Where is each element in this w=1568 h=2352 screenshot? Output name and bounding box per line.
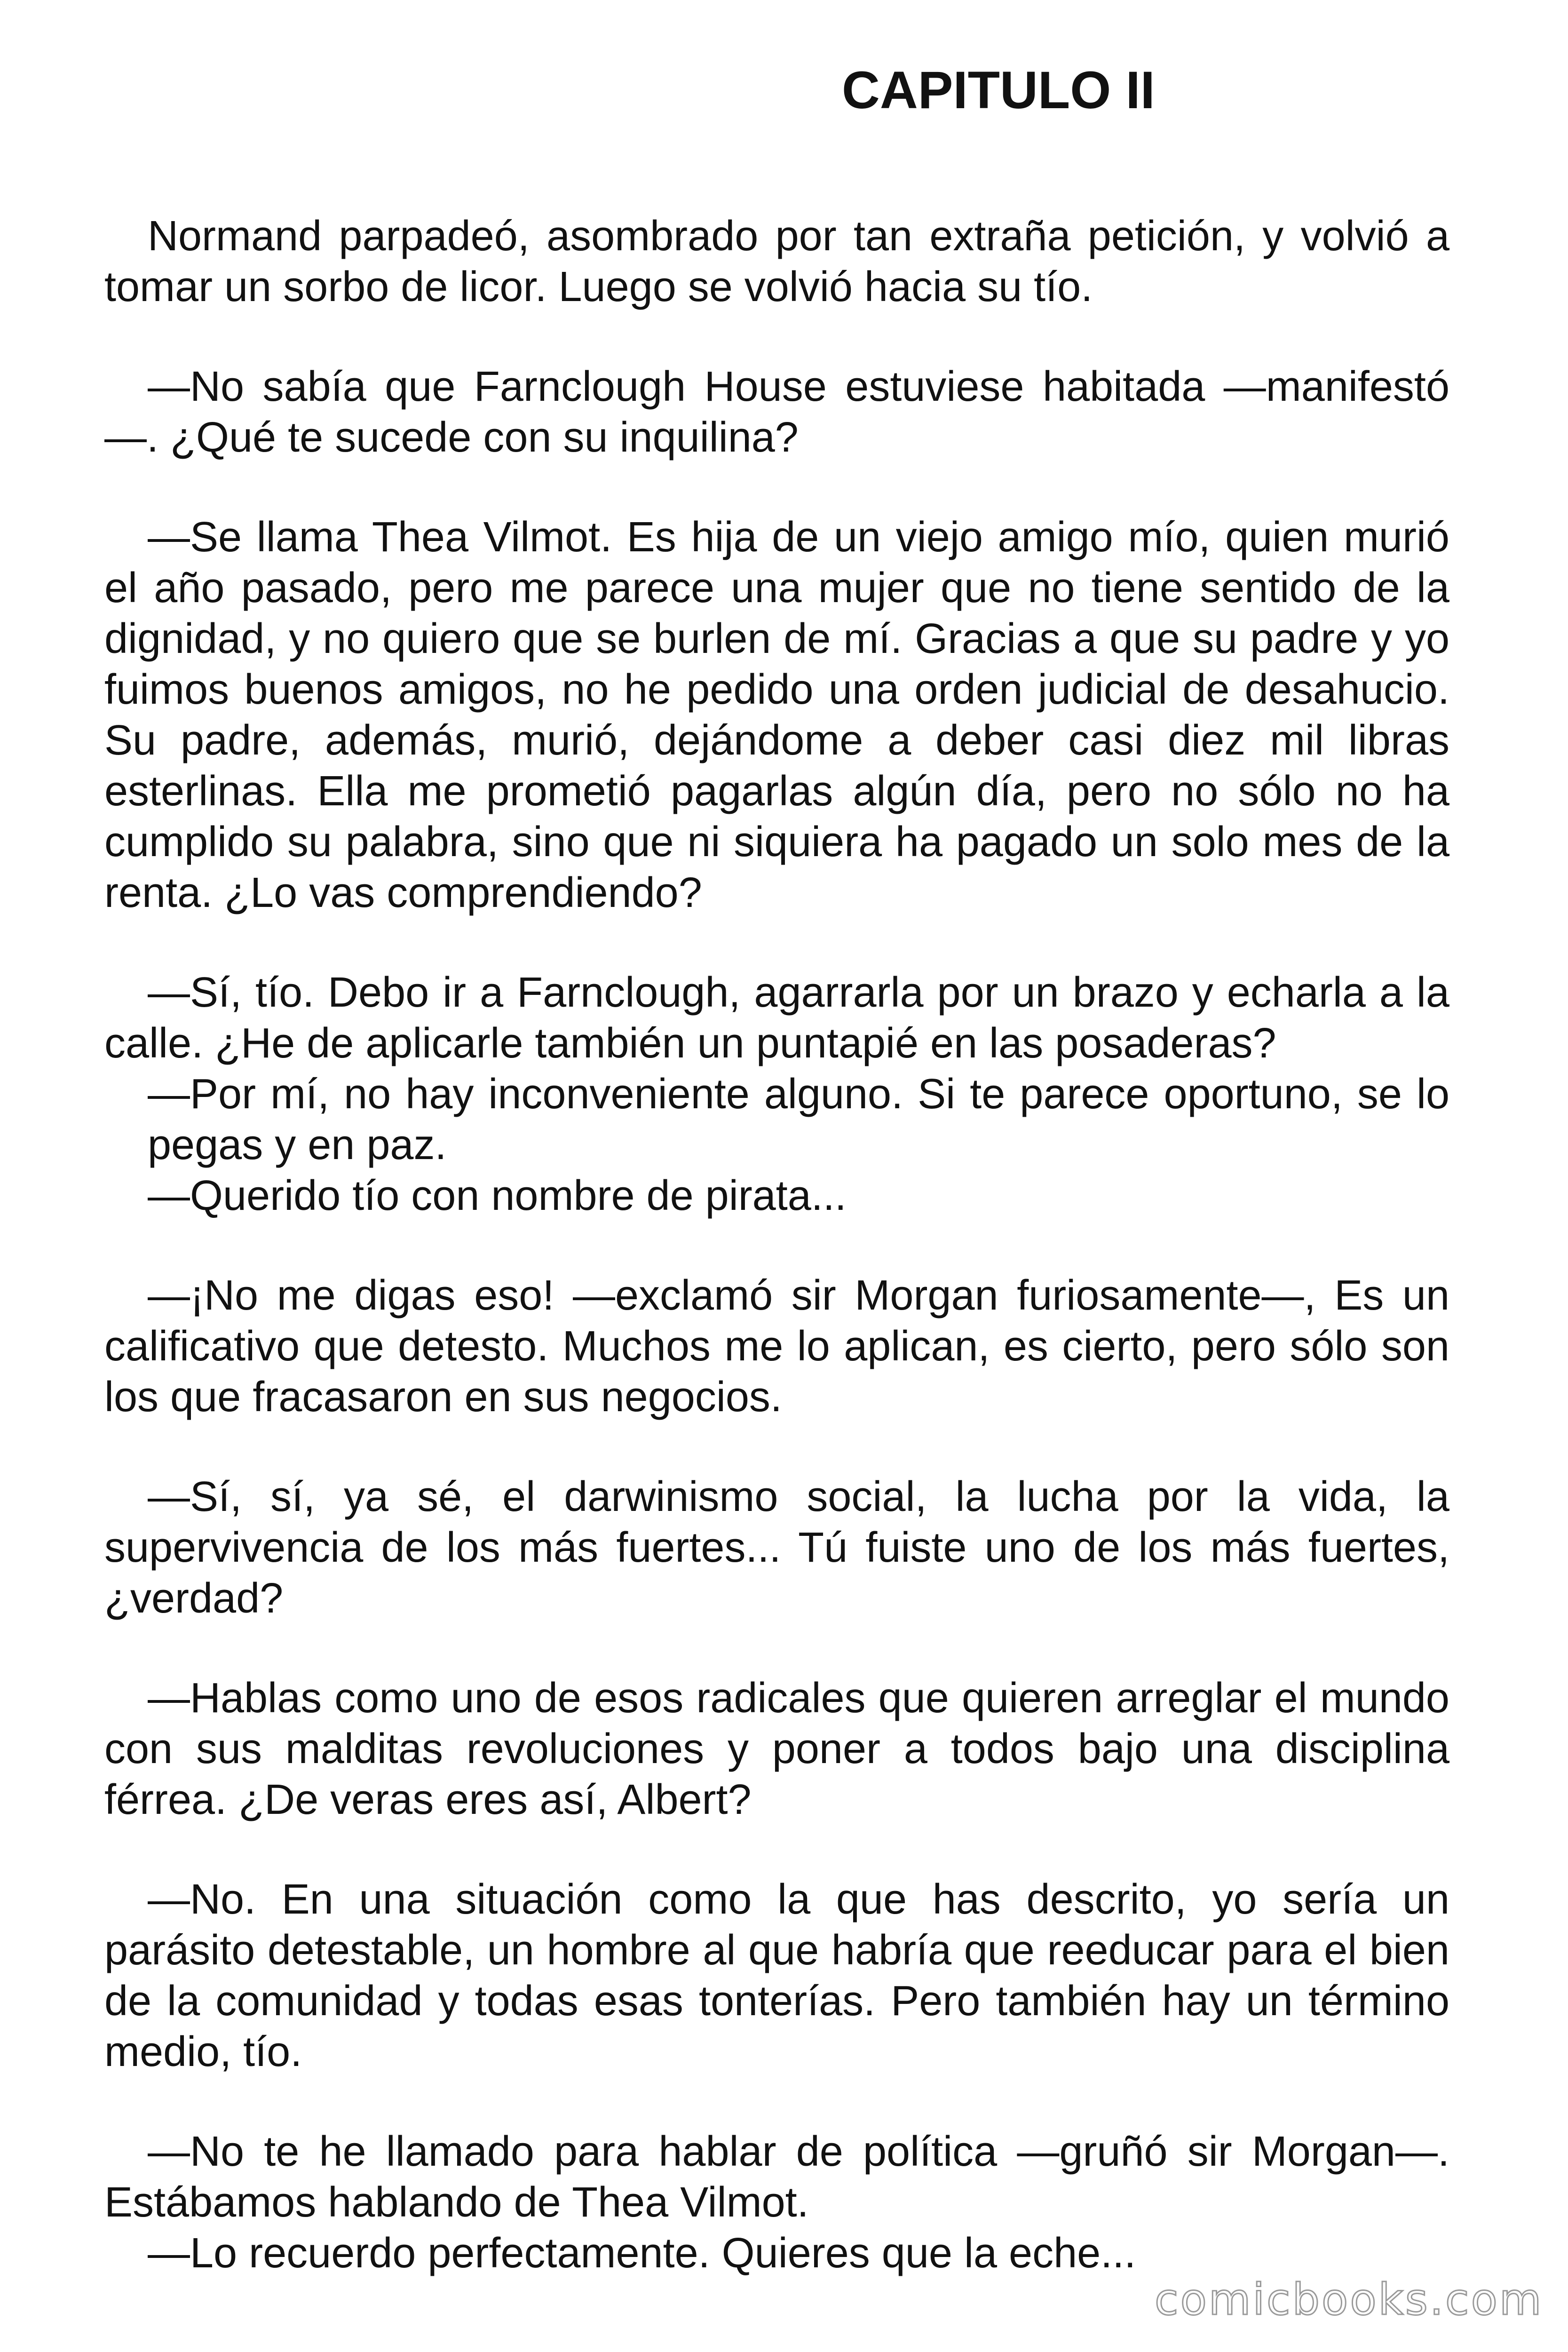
paragraph: Normand parpadeó, asombrado por tan extraña petición, y volvió a tomar un sorbo de licor. Luego se volvió hacia su tío. [104,213,1449,310]
paragraph: —Por mí, no hay inconveniente alguno. Si te parece oportuno, se lo pegas y en paz. [148,1071,1449,1168]
paragraph: —Querido tío con nombre de pirata... [148,1172,847,1219]
paragraph: —Sí, tío. Debo ir a Farnclough, agarrarla por un brazo y echarla a la calle. ¿He de aplicarle también un puntapié en las posaderas? [104,969,1449,1067]
watermark: comicbooks.com [1155,2274,1544,2325]
chapter-body [104,211,1449,2279]
paragraph: —No. En una situación como la que has descrito, yo sería un parásito detestable, un hombre al que habría que reeducar para el bien de la comunidad y todas esas tonterías. Pero también hay un término medio, tío. [104,1876,1449,2075]
paragraph: —Se llama Thea Vilmot. Es hija de un viejo amigo mío, quien murió el año pasado, pero me parece una mujer que no tiene sentido de la dignidad, y no quiero que se burlen de mí. Gracias a que su padre y yo fuimos buenos amigos, no he pedido una orden judicial de desahucio. Su padre, además, murió, dejándome a deber casi diez mil libras esterlinas. Ella me prometió pagarlas algún día, pero no sólo no ha cumplido su palabra, sino que ni siquiera ha pagado un solo mes de la renta. ¿Lo vas comprendiendo? [104,514,1449,916]
paragraph: —No te he llamado para hablar de política —gruñó sir Morgan—. Estábamos hablando de Thea Vilmot. [104,2128,1449,2226]
chapter-title: CAPITULO II [842,61,1155,119]
paragraph: —Lo recuerdo perfectamente. Quieres que la eche... [148,2230,1136,2277]
paragraph: —Hablas como uno de esos radicales que quieren arreglar el mundo con sus malditas revoluciones y poner a todos bajo una disciplina férrea. ¿De veras eres así, Albert? [104,1675,1449,1823]
paragraph: —Sí, sí, ya sé, el darwinismo social, la lucha por la vida, la supervivencia de los más fuertes... Tú fuiste uno de los más fuertes, ¿verdad? [104,1473,1449,1622]
paragraph: —No sabía que Farnclough House estuviese habitada —manifestó —. ¿Qué te sucede con su inquilina? [104,363,1449,461]
paragraph: —¡No me digas eso! —exclamó sir Morgan furiosamente—, Es un calificativo que detesto. Muchos me lo aplican, es cierto, pero sólo son los que fracasaron en sus negocios. [104,1272,1449,1421]
